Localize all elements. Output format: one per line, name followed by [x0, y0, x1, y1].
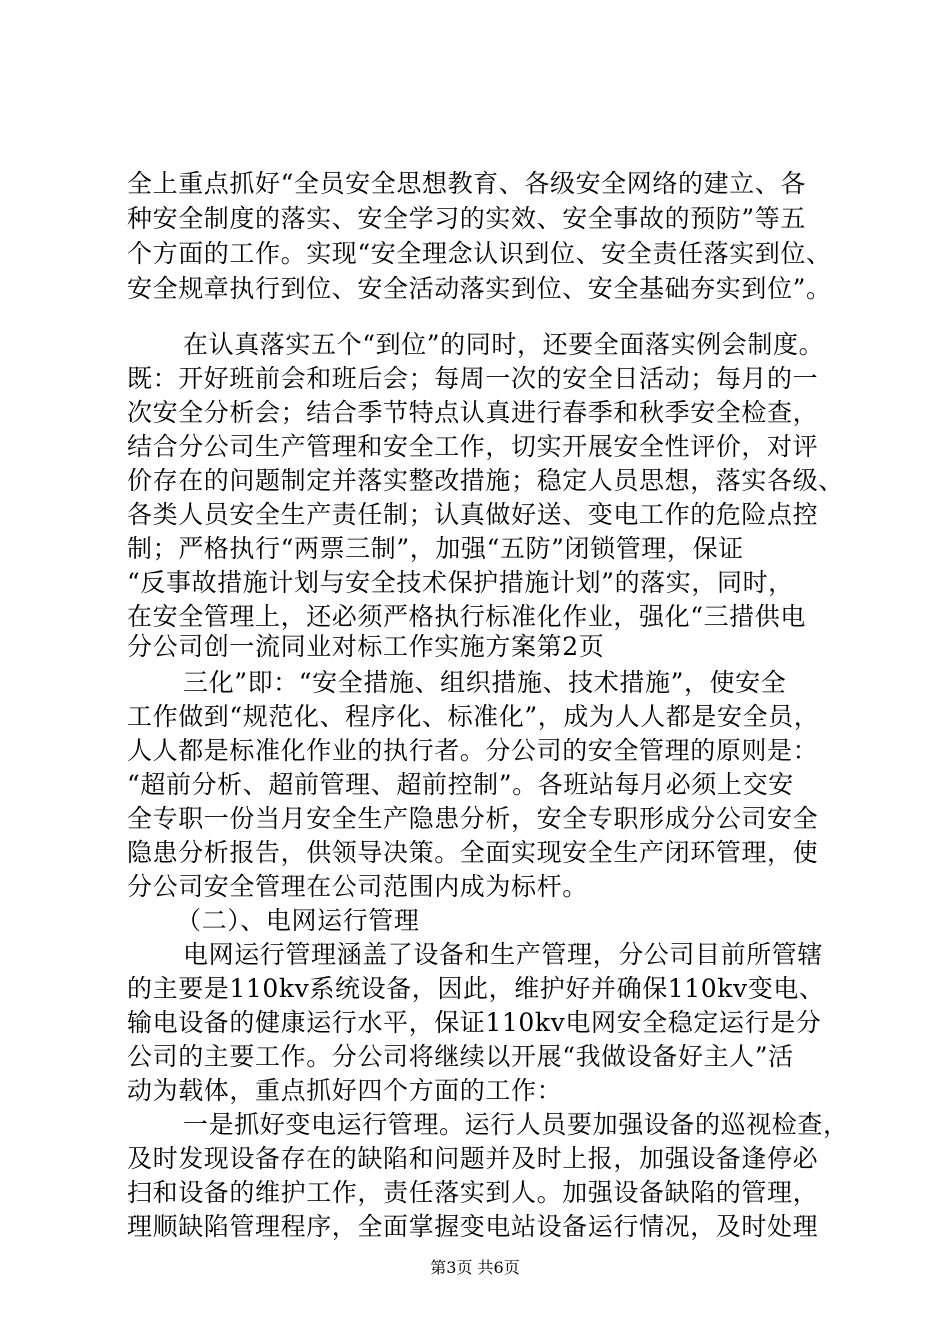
text-line: 次安全分析会；结合季节特点认真进行春季和秋季安全检查，	[127, 398, 819, 427]
text-line: 在认真落实五个“到位”的同时，还要全面落实例会制度。	[183, 330, 825, 359]
text-line: 既：开好班前会和班后会；每周一次的安全日活动；每月的一	[127, 364, 819, 393]
text-line: 的主要是110kv系统设备，因此，维护好并确保110kv变电、	[127, 974, 825, 1003]
text-line: 分公司创一流同业对标工作实施方案第2页	[127, 632, 605, 661]
text-line: 分公司安全管理在公司范围内成为标杆。	[127, 872, 588, 901]
page-footer: 第3页 共6页	[430, 1258, 520, 1277]
text-line: 三化”即：“安全措施、组织措施、技术措施”，使安全	[183, 668, 787, 697]
text-line: 一是抓好变电运行管理。运行人员要加强设备的巡视检查，	[183, 1110, 849, 1139]
text-line: 制；严格执行“两票三制”，加强“五防”闭锁管理，保证	[127, 534, 744, 563]
text-line: 结合分公司生产管理和安全工作，切实开展安全性评价，对评	[127, 432, 819, 461]
section-heading: （二）、电网运行管理	[176, 906, 420, 935]
text-line: 输电设备的健康运行水平，保证110kv电网安全稳定运行是分	[127, 1008, 822, 1037]
text-line: 理顺缺陷管理程序，全面掌握变电站设备运行情况，及时处理	[127, 1212, 819, 1241]
text-line: 安全规章执行到位、安全活动落实到位、安全基础夯实到位”。	[127, 274, 832, 303]
text-line: 及时发现设备存在的缺陷和问题并及时上报，加强设备逢停必	[127, 1144, 819, 1173]
text-line: 全上重点抓好“全员安全思想教育、各级安全网络的建立、各	[127, 169, 806, 198]
text-line: 个方面的工作。实现“安全理念认识到位、安全责任落实到位、	[127, 239, 832, 268]
text-line: 价存在的问题制定并落实整改措施；稳定人员思想，落实各级、	[127, 466, 844, 495]
text-line: 公司的主要工作。分公司将继续以开展“我做设备好主人”活	[127, 1042, 794, 1071]
text-line: 全专职一份当月安全生产隐患分析，安全专职形成分公司安全	[127, 804, 819, 833]
text-line: 动为载体，重点抓好四个方面的工作：	[127, 1076, 563, 1105]
text-line: 各类人员安全生产责任制；认真做好送、变电工作的危险点控	[127, 500, 819, 529]
text-line: “反事故措施计划与安全技术保护措施计划”的落实，同时，	[127, 568, 794, 597]
text-line: “超前分析、超前管理、超前控制”。各班站每月必须上交安	[127, 770, 794, 799]
text-line: 在安全管理上，还必须严格执行标准化作业，强化“三措供电	[127, 602, 806, 631]
text-line: 电网运行管理涵盖了设备和生产管理，分公司目前所管辖	[183, 940, 824, 969]
text-line: 工作做到“规范化、程序化、标准化”，成为人人都是安全员，	[127, 702, 820, 731]
text-line: 人人都是标准化作业的执行者。分公司的安全管理的原则是：	[127, 736, 819, 765]
text-line: 扫和设备的维护工作，责任落实到人。加强设备缺陷的管理，	[127, 1178, 819, 1207]
text-line: 隐患分析报告，供领导决策。全面实现安全生产闭环管理，使	[127, 838, 819, 867]
text-line: 种安全制度的落实、安全学习的实效、安全事故的预防”等五	[127, 204, 806, 233]
